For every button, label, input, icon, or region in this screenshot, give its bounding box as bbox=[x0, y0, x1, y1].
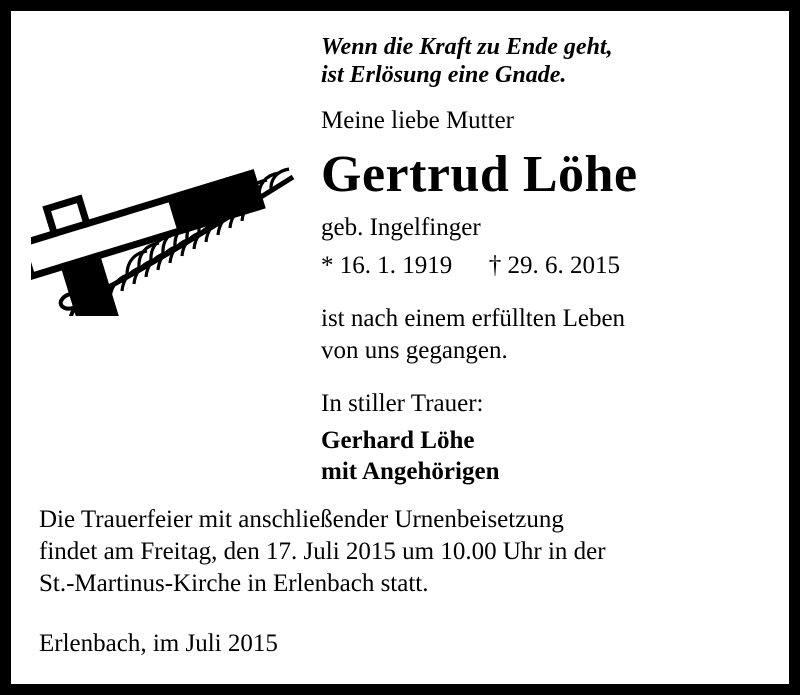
verse-line-1: Wenn die Kraft zu Ende geht, bbox=[321, 34, 613, 60]
mourner-line-2: mit Angehörigen bbox=[321, 458, 500, 486]
upper-section bbox=[11, 11, 789, 491]
intro-line: Meine liebe Mutter bbox=[321, 106, 514, 134]
mourning-label: In stiller Trauer: bbox=[321, 389, 484, 417]
passage-text bbox=[321, 303, 761, 367]
mourners-list bbox=[321, 425, 761, 488]
death-date: 29. 6. 2015 bbox=[507, 251, 620, 279]
death-symbol: † bbox=[488, 251, 502, 279]
passage-line-2: von uns gegangen. bbox=[321, 336, 508, 364]
maiden-name: geb. Ingelfinger bbox=[321, 213, 481, 241]
place-and-date: Erlenbach, im Juli 2015 bbox=[39, 630, 278, 657]
ceremony-line-3: St.-Martinus-Kirche in Erlenbach statt. bbox=[39, 570, 429, 597]
mourner-line-1: Gerhard Löhe bbox=[321, 426, 475, 454]
notice-content bbox=[11, 11, 789, 684]
ceremony-line-2: findet am Freitag, den 17. Juli 2015 um 10.00 Uhr in der bbox=[39, 538, 606, 565]
birth-symbol: * bbox=[321, 251, 334, 279]
verse-line-2: ist Erlösung eine Gnade. bbox=[321, 62, 567, 89]
deceased-name: Gertrud Löhe bbox=[321, 145, 638, 203]
passage-line-1: ist nach einem erfüllten Leben bbox=[321, 304, 626, 332]
birth-date: 16. 1. 1919 bbox=[339, 251, 453, 279]
lower-section bbox=[39, 504, 763, 659]
ceremony-line-1: Die Trauerfeier mit anschließender Urnenbeisetzung bbox=[39, 506, 564, 533]
verse bbox=[321, 33, 761, 90]
life-dates bbox=[321, 251, 761, 281]
cross-with-palm-branch-icon bbox=[31, 151, 301, 316]
ceremony-details bbox=[39, 504, 763, 600]
text-column bbox=[321, 33, 761, 487]
